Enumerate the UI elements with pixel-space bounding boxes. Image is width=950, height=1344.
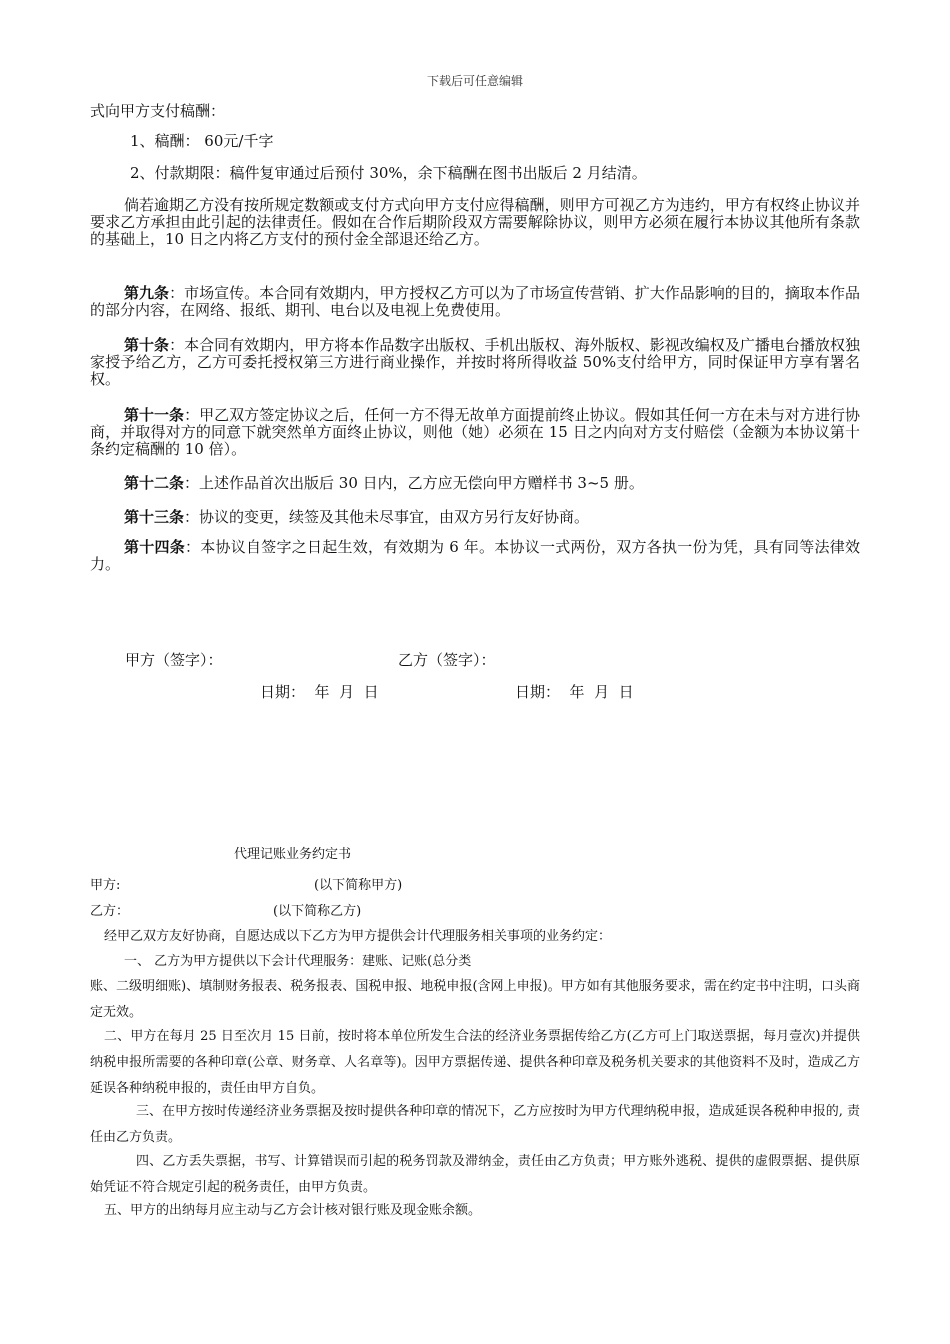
article-label: 第十条 <box>124 336 170 354</box>
party-a-note: (以下简称甲方) <box>314 878 403 893</box>
article-9 <box>90 285 860 319</box>
sign-party-b: 乙方（签字）： <box>398 651 496 669</box>
article-text: ：市场宣传。本合同有效期内，甲方授权乙方可以为了市场宣传营销、扩大作品影响的目的，摘取本作品的部分内容，在网络、报纸、期刊、电台以及电视上免费使用。 <box>90 284 860 319</box>
article-10 <box>90 337 860 388</box>
page-header: 下载后可任意编辑 <box>426 74 523 88</box>
article-12 <box>90 475 860 492</box>
lead-line: 式向甲方支付稿酬： <box>90 102 226 120</box>
contract2-intro: 经甲乙双方友好协商，自愿达成以下乙方为甲方提供会计代理服务相关事项的业务约定： <box>104 929 612 944</box>
item-payment-term: 2、付款期限：稿件复审通过后预付 30%，余下稿酬在图书出版后 2 月结清。 <box>130 164 647 182</box>
clause-5: 五、甲方的出纳每月应主动与乙方会计核对银行账及现金账余额。 <box>104 1203 482 1218</box>
article-text: ：本合同有效期内，甲方将本作品数字出版权、手机出版权、海外版权、影视改编权及广播电台播放权独家授予给乙方，乙方可委托授权第三方进行商业操作，并按时将所得收益 50%支付给甲方，同时保证甲方享有署名权。 <box>90 336 860 388</box>
article-13 <box>90 509 860 526</box>
article-label: 第九条 <box>124 284 170 302</box>
article-text: ：协议的变更，续签及其他未尽事宜，由双方另行友好协商。 <box>184 508 590 526</box>
clause-4: 四、乙方丢失票据，书写、计算错误而引起的税务罚款及滞纳金，责任由乙方负责；甲方账外逃税、提供的虚假票据、提供原始凭证不符合规定引起的税务责任，由甲方负责。 <box>90 1154 860 1195</box>
article-label: 第十一条 <box>124 406 185 424</box>
article-text: ：上述作品首次出版后 30 日内，乙方应无偿向甲方赠样书 3~5 册。 <box>184 474 644 492</box>
article-label: 第十二条 <box>124 474 185 492</box>
contract2-title: 代理记账业务约定书 <box>234 847 352 862</box>
clause-1-rest: 账、二级明细账)、填制财务报表、税务报表、国税申报、地税申报(含网上申报)。甲方如有其他服务要求，需在约定书中注明，口头商定无效。 <box>90 979 860 1020</box>
article-11 <box>90 407 860 458</box>
party-b-note: (以下简称乙方) <box>273 904 362 919</box>
sign-party-a: 甲方（签字）： <box>125 651 223 669</box>
article-text: ：甲乙双方签定协议之后，任何一方不得无故单方面提前终止协议。假如其任何一方在未与对方进行协商，并取得对方的同意下就突然单方面终止协议，则他（她）必须在 15 日之内向对方支付赔偿（金额为本协议第十条约定稿酬的 10 倍）。 <box>90 406 860 458</box>
article-14 <box>90 539 860 573</box>
article-label: 第十四条 <box>124 538 185 556</box>
date-party-b: 日期： 年 月 日 <box>515 683 634 701</box>
article-label: 第十三条 <box>124 508 185 526</box>
clause-3: 三、在甲方按时传递经济业务票据及按时提供各种印章的情况下，乙方应按时为甲方代理纳税申报，造成延误各税种申报的, 责任由乙方负责。 <box>90 1104 860 1145</box>
party-b-label: 乙方： <box>90 904 130 919</box>
party-a-label: 甲方: <box>90 878 121 893</box>
clause-1-first-line: 一、 乙方为甲方提供以下会计代理服务：建账、记账(总分类 <box>124 954 472 969</box>
item-fee: 1、稿酬： 60元/千字 <box>130 132 274 150</box>
article-text: ：本协议自签字之日起生效，有效期为 6 年。本协议一式两份，双方各执一份为凭，具有同等法律效力。 <box>90 538 860 573</box>
date-party-a: 日期： 年 月 日 <box>260 683 379 701</box>
overdue-paragraph: 倘若逾期乙方没有按所规定数额或支付方式向甲方支付应得稿酬，则甲方可视乙方为违约，甲方有权终止协议并要求乙方承担由此引起的法律责任。假如在合作后期阶段双方需要解除协议，则甲方必须在履行本协议其他所有条款的基础上，10 日之内将乙方支付的预付金全部退还给乙方。 <box>90 196 860 248</box>
clause-2: 二、甲方在每月 25 日至次月 15 日前，按时将本单位所发生合法的经济业务票据传给乙方(乙方可上门取送票据，每月壹次)并提供纳税申报所需要的各种印章(公章、财务章、人名章等)。因甲方票据传递、提供各种印章及税务机关要求的其他资料不及时，造成乙方延误各种纳税申报的，责任由甲方自负。 <box>90 1029 860 1096</box>
